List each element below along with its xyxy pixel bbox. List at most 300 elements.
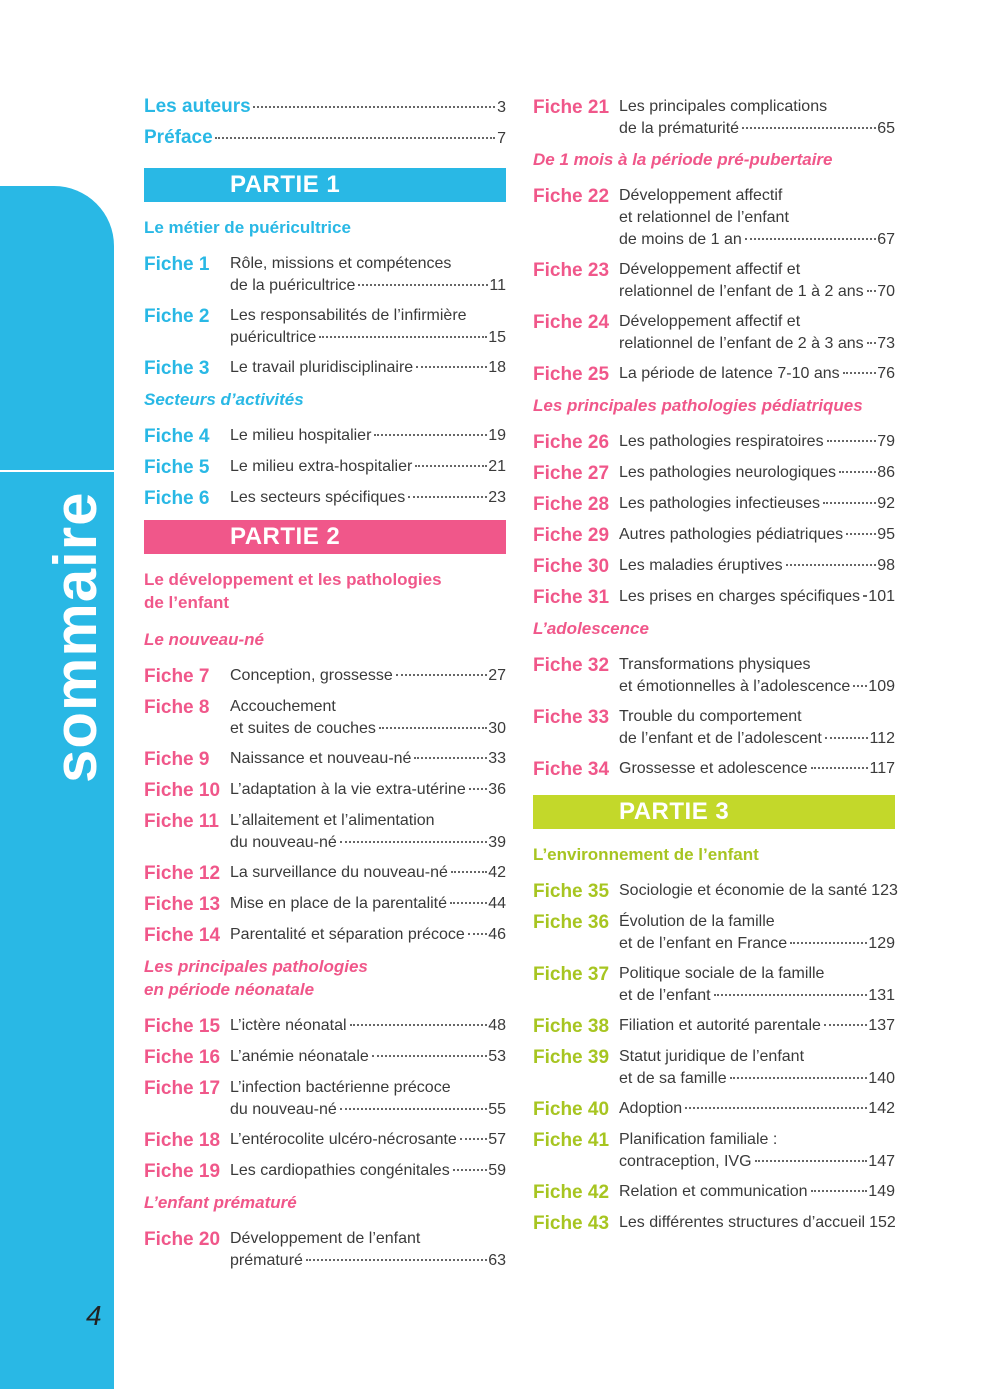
dot-leader (416, 366, 487, 368)
fiche-label: Fiche 26 (533, 432, 610, 453)
fiche-title-text: Relation et communication (619, 1183, 808, 1200)
toc-entry-fiche-38[interactable] (533, 1015, 895, 1038)
fiche-title-text: de l’enfant et de l’adolescent (619, 730, 822, 747)
dot-leader (408, 496, 487, 498)
page-ref: 53 (488, 1048, 506, 1065)
toc-entry-fiche-41[interactable] (533, 1129, 895, 1173)
toc-entry-fiche-20[interactable] (144, 1228, 506, 1272)
fiche-title (619, 963, 895, 1007)
fiche-title-text: Les cardiopathies congénitales (230, 1162, 450, 1179)
part-1-banner: PARTIE 1 (144, 168, 506, 202)
toc-entry-fiche-16[interactable] (144, 1046, 506, 1069)
page-ref: 149 (868, 1183, 895, 1200)
fiche-title-last-line (230, 425, 506, 447)
fiche-label: Fiche 2 (144, 306, 210, 327)
fiche-label: Fiche 37 (533, 964, 610, 985)
toc-entry-fiche-27[interactable] (533, 462, 895, 485)
section-metier: Le métier de puéricultrice (144, 218, 351, 237)
fiche-title-text: et suites de couches (230, 720, 376, 737)
dot-leader (415, 465, 487, 467)
toc-entry-fiche-34[interactable] (533, 758, 895, 781)
fiche-title (230, 696, 506, 740)
dot-leader (730, 1077, 868, 1079)
page-ref: 46 (488, 926, 506, 943)
fiche-title-last-line (230, 275, 506, 297)
fiche-label: Fiche 14 (144, 925, 221, 946)
fiche-title-last-line (230, 832, 506, 854)
fiche-title-last-line (230, 779, 506, 801)
dot-leader (453, 1169, 488, 1171)
fiche-title-text: Les maladies éruptives (619, 557, 783, 574)
toc-entry-fiche-3[interactable] (144, 357, 506, 380)
fiche-title (619, 586, 895, 608)
toc-entry-fiche-36[interactable] (533, 911, 895, 955)
right-column (533, 96, 898, 1243)
fiche-title-text: Le milieu hospitalier (230, 427, 372, 444)
toc-entry-fiche-10[interactable] (144, 779, 506, 802)
dot-leader (786, 564, 877, 566)
toc-entry-fiche-26[interactable] (533, 431, 895, 454)
toc-authors[interactable] (144, 96, 506, 127)
fiche-title (230, 1015, 506, 1037)
page-ref: 129 (868, 935, 895, 952)
dot-leader (306, 1259, 487, 1261)
section-un-mois-pre-pubertaire: De 1 mois à la période pré-pubertaire (533, 150, 833, 169)
page-ref: 11 (489, 277, 506, 294)
page-ref: 131 (868, 987, 895, 1004)
fiche-title (230, 357, 506, 379)
page-ref: 3 (497, 99, 506, 116)
toc-entry-fiche-24[interactable] (533, 311, 895, 355)
fiche-title-text: Les prises en charges spécifiques (619, 588, 861, 605)
fiche-title (230, 748, 506, 770)
dot-leader (843, 372, 877, 374)
fiche-title-last-line (230, 1015, 506, 1037)
fiche-title-line: Trouble du comportement (619, 708, 802, 725)
page-ref: 7 (497, 130, 506, 147)
fiche-label: Fiche 8 (144, 697, 210, 718)
fiche-title-line: Développement affectif et (619, 313, 801, 330)
toc-entry-fiche-32[interactable] (533, 654, 895, 698)
dot-leader (253, 106, 495, 108)
dot-leader (824, 1024, 867, 1026)
fiche-title (230, 810, 506, 854)
dot-leader (468, 933, 487, 935)
fiche-title-last-line (230, 1250, 506, 1272)
fiche-title-text: L’entérocolite ulcéro-nécrosante (230, 1131, 457, 1148)
toc-entry-fiche-40[interactable] (533, 1098, 895, 1121)
page-ref: 76 (877, 365, 895, 382)
page-ref: 95 (877, 526, 895, 543)
fiche-title-last-line (619, 118, 895, 140)
fiche-title-text: relationnel de l’enfant de 2 à 3 ans (619, 335, 864, 352)
page-ref: 147 (868, 1153, 895, 1170)
fiche-label: Fiche 10 (144, 780, 221, 801)
fiche-title-text: contraception, IVG (619, 1153, 752, 1170)
fiche-title (230, 253, 506, 297)
dot-leader (372, 1055, 487, 1057)
fiche-title-line: Transformations physiques (619, 656, 811, 673)
fiche-title (230, 1129, 506, 1151)
toc-entry-fiche-12[interactable] (144, 862, 506, 885)
page-ref: 65 (877, 120, 895, 137)
fiche-title (230, 425, 506, 447)
page-ref: 15 (488, 329, 506, 346)
fiche-title-last-line (619, 333, 895, 355)
dot-leader (823, 502, 876, 504)
fiche-title (619, 911, 895, 955)
fiche-title-last-line (230, 1099, 506, 1121)
dot-leader (790, 942, 867, 944)
fiche-label: Fiche 5 (144, 457, 210, 478)
page-ref: 123 (871, 882, 898, 899)
section-nouveau-ne: Le nouveau-né (144, 630, 264, 649)
toc-entry-fiche-5[interactable] (144, 456, 506, 479)
fiche-title-text: Le travail pluridisciplinaire (230, 359, 414, 376)
page-ref: 137 (868, 1017, 895, 1034)
page-ref: 33 (488, 750, 506, 767)
section-adolescence: L’adolescence (533, 619, 649, 638)
dot-leader (358, 284, 488, 286)
dot-leader (319, 336, 487, 338)
fiche-label: Fiche 41 (533, 1130, 610, 1151)
fiche-label: Fiche 7 (144, 666, 210, 687)
fiche-title-last-line (619, 676, 895, 698)
toc-entry-fiche-7[interactable] (144, 665, 506, 688)
fiche-title-text: L’ictère néonatal (230, 1017, 347, 1034)
dot-leader (863, 595, 867, 597)
page-ref: 42 (488, 864, 506, 881)
sidebar-title: sommaire (42, 491, 109, 783)
dot-leader (460, 1138, 487, 1140)
fiche-title (230, 487, 506, 509)
fiche-title-text: Les pathologies neurologiques (619, 464, 837, 481)
dot-leader (414, 757, 487, 759)
page-ref: 92 (877, 495, 895, 512)
fiche-title-line: Les responsabilités de l’infirmière (230, 307, 467, 324)
toc-entry-fiche-15[interactable] (144, 1015, 506, 1038)
toc-entry-fiche-6[interactable] (144, 487, 506, 510)
page-ref: 67 (877, 231, 895, 248)
page-ref: 18 (488, 359, 506, 376)
fiche-title (230, 893, 506, 915)
toc-entry-fiche-21[interactable] (533, 96, 895, 140)
fiche-title-line: Les principales complications (619, 98, 828, 115)
section-pathologies-pediatriques: Les principales pathologies pédiatriques (533, 396, 863, 415)
sidebar-divider (0, 470, 114, 472)
toc-entry-fiche-4[interactable] (144, 425, 506, 448)
fiche-label: Fiche 42 (533, 1182, 610, 1203)
dot-leader (742, 127, 876, 129)
section-environnement: L’environnement de l’enfant (533, 845, 759, 864)
fiche-title-text: Conception, grossesse (230, 667, 393, 684)
page-ref: 23 (488, 489, 506, 506)
toc-entry-fiche-35[interactable] (533, 880, 898, 903)
fiche-title-text: puéricultrice (230, 329, 317, 346)
dot-leader (839, 471, 876, 473)
fiche-title-last-line (230, 718, 506, 740)
fiche-title (619, 1181, 895, 1203)
toc-entry-fiche-18[interactable] (144, 1129, 506, 1152)
fiche-label: Fiche 43 (533, 1213, 610, 1234)
page-ref: 142 (868, 1100, 895, 1117)
fiche-title-line: Politique sociale de la famille (619, 965, 825, 982)
fiche-title-last-line (230, 357, 506, 379)
toc-entry-fiche-2[interactable] (144, 305, 506, 349)
toc-entry-fiche-1[interactable] (144, 253, 506, 297)
fiche-title-last-line (230, 893, 506, 915)
fiche-title-line: Évolution de la famille (619, 913, 775, 930)
fiche-title (230, 924, 506, 946)
fiche-title-last-line (230, 1160, 506, 1182)
dot-leader (745, 238, 876, 240)
page-ref: 101 (868, 588, 895, 605)
fiche-title-last-line (619, 281, 895, 303)
dot-leader (714, 994, 868, 996)
fiche-title (619, 880, 898, 902)
section-pathologies-neonatales-line1: Les principales pathologies (144, 957, 368, 976)
page-ref: 21 (488, 458, 506, 475)
fiche-label: Fiche 23 (533, 260, 610, 281)
part-3-banner: PARTIE 3 (533, 795, 895, 829)
fiche-title-last-line (230, 665, 506, 687)
dot-leader (215, 137, 495, 139)
toc-entry-fiche-33[interactable] (533, 706, 895, 750)
page-ref: 19 (488, 427, 506, 444)
fiche-title (619, 758, 895, 780)
page-ref: 109 (868, 678, 895, 695)
dot-leader (685, 1107, 867, 1109)
fiche-title-last-line (230, 1129, 506, 1151)
fiche-title (230, 1077, 506, 1121)
fiche-label: Fiche 9 (144, 749, 210, 770)
fiche-title-last-line (619, 493, 895, 515)
fiche-title-text: et de sa famille (619, 1070, 727, 1087)
toc-entry-fiche-29[interactable] (533, 524, 895, 547)
fiche-label: Fiche 31 (533, 587, 610, 608)
fiche-label: Fiche 35 (533, 881, 610, 902)
section-developpement-line1: Le développement et les pathologies (144, 570, 442, 589)
toc-entry-fiche-14[interactable] (144, 924, 506, 947)
fiche-title-text: Mise en place de la parentalité (230, 895, 448, 912)
page-number: 4 (86, 1300, 102, 1331)
section-pathologies-neonatales-line2: en période néonatale (144, 980, 315, 999)
toc-entry-fiche-9[interactable] (144, 748, 506, 771)
page-ref: 30 (488, 720, 506, 737)
fiche-title-text: de la prématurité (619, 120, 740, 137)
fiche-label: Fiche 12 (144, 863, 221, 884)
fiche-title-last-line (619, 462, 895, 484)
fiche-title-last-line (619, 1098, 895, 1120)
page-ref: 57 (488, 1131, 506, 1148)
fiche-label: Fiche 34 (533, 759, 610, 780)
fiche-label: Fiche 3 (144, 358, 210, 379)
dot-leader (340, 1108, 487, 1110)
page-ref: 117 (869, 760, 895, 777)
fiche-title-last-line (230, 487, 506, 509)
fiche-title (619, 524, 895, 546)
section-enfant-premature: L’enfant prématuré (144, 1193, 297, 1212)
fiche-title (619, 431, 895, 453)
toc-entry-fiche-23[interactable] (533, 259, 895, 303)
fiche-title-text: prématuré (230, 1252, 303, 1269)
toc-entry-fiche-37[interactable] (533, 963, 895, 1007)
page-ref: 63 (488, 1252, 506, 1269)
fiche-title-line: Rôle, missions et compétences (230, 255, 452, 272)
page-ref: 59 (488, 1162, 506, 1179)
fiche-label: Fiche 22 (533, 186, 610, 207)
toc-entry-fiche-43[interactable] (533, 1212, 895, 1235)
fiche-title-text: Autres pathologies pédiatriques (619, 526, 844, 543)
fiche-title (230, 665, 506, 687)
fiche-title-text: Le milieu extra-hospitalier (230, 458, 413, 475)
fiche-title (230, 779, 506, 801)
fiche-title-line: Accouchement (230, 698, 336, 715)
dot-leader (396, 674, 487, 676)
section-pathologies-neonatales (144, 955, 506, 1001)
fiche-label: Fiche 36 (533, 912, 610, 933)
dot-leader (374, 434, 487, 436)
fiche-title (619, 462, 895, 484)
page-ref: 27 (488, 667, 506, 684)
section-secteurs: Secteurs d’activités (144, 390, 304, 409)
fiche-title (619, 493, 895, 515)
fiche-label: Fiche 30 (533, 556, 610, 577)
fiche-title-last-line (619, 1181, 895, 1203)
toc-entry-fiche-13[interactable] (144, 893, 506, 916)
fiche-title-text: Naissance et nouveau-né (230, 750, 412, 767)
fiche-title-last-line (619, 555, 895, 577)
fiche-title-text: Les pathologies respiratoires (619, 433, 824, 450)
fiche-label: Fiche 6 (144, 488, 210, 509)
fiche-title-line: Développement affectif (619, 187, 783, 204)
toc-entry-fiche-8[interactable] (144, 696, 506, 740)
fiche-label: Fiche 1 (144, 254, 210, 275)
toc-entry-fiche-17[interactable] (144, 1077, 506, 1121)
fiche-title-last-line (619, 586, 895, 608)
fiche-title (619, 654, 895, 698)
fiche-title (619, 311, 895, 355)
page-ref: 152 (869, 1214, 896, 1231)
fiche-title-last-line (230, 924, 506, 946)
fiche-label: Fiche 13 (144, 894, 221, 915)
fiche-label: Fiche 11 (144, 811, 219, 832)
fiche-label: Fiche 32 (533, 655, 610, 676)
fiche-label: Fiche 17 (144, 1078, 221, 1099)
fiche-label: Fiche 18 (144, 1130, 221, 1151)
fiche-title-text: et émotionnelles à l’adolescence (619, 678, 851, 695)
fiche-title-last-line (230, 327, 506, 349)
dot-leader (867, 290, 877, 292)
fiche-title-last-line (230, 862, 506, 884)
fiche-label: Fiche 4 (144, 426, 210, 447)
fiche-label: Fiche 19 (144, 1161, 221, 1182)
dot-leader (469, 788, 487, 790)
dot-leader (811, 1190, 868, 1192)
page-ref: 55 (488, 1101, 506, 1118)
page-ref: 86 (877, 464, 895, 481)
fiche-label: Fiche 40 (533, 1099, 610, 1120)
fiche-label: Fiche 16 (144, 1047, 221, 1068)
dot-leader (379, 727, 487, 729)
page-ref: 140 (868, 1070, 895, 1087)
dot-leader (340, 841, 487, 843)
toc-entry-fiche-30[interactable] (533, 555, 895, 578)
page-ref: 98 (877, 557, 895, 574)
fiche-title-text: Les différentes structures d’accueil (619, 1214, 866, 1231)
fiche-title-last-line (230, 456, 506, 478)
fiche-title-last-line (230, 748, 506, 770)
fiche-label: Fiche 39 (533, 1047, 610, 1068)
fiche-title-text: de moins de 1 an (619, 231, 742, 248)
section-developpement (144, 568, 506, 614)
fiche-label: Fiche 25 (533, 364, 610, 385)
fiche-title-text: L’adaptation à la vie extra-utérine (230, 781, 466, 798)
dot-leader (811, 767, 869, 769)
dot-leader (846, 533, 876, 535)
fiche-title-text: et de l’enfant en France (619, 935, 788, 952)
fiche-label: Fiche 15 (144, 1016, 221, 1037)
fiche-title-text: du nouveau-né (230, 1101, 337, 1118)
fiche-title-line: Planification familiale : (619, 1131, 778, 1148)
toc-entry-fiche-28[interactable] (533, 493, 895, 516)
page-ref: 44 (488, 895, 506, 912)
fiche-label: Fiche 21 (533, 97, 610, 118)
left-column (144, 96, 506, 1280)
page-ref: 79 (877, 433, 895, 450)
fiche-title-last-line (619, 1212, 896, 1234)
fiche-title-line: et relationnel de l’enfant (619, 209, 789, 226)
fiche-label: Fiche 38 (533, 1016, 610, 1037)
fiche-title-last-line (619, 524, 895, 546)
part-2-banner: PARTIE 2 (144, 520, 506, 554)
fiche-title (230, 862, 506, 884)
toc-entry-fiche-42[interactable] (533, 1181, 895, 1204)
fiche-title-last-line (619, 880, 898, 902)
fiche-title (619, 363, 895, 385)
fiche-title-line: Statut juridique de l’enfant (619, 1048, 805, 1065)
fiche-title (230, 1228, 506, 1272)
fiche-title (619, 555, 895, 577)
toc-preface[interactable] (144, 127, 506, 158)
fiche-title-text: de la puéricultrice (230, 277, 356, 294)
fiche-title-text: Grossesse et adolescence (619, 760, 808, 777)
toc-entry-fiche-22[interactable] (533, 185, 895, 251)
fiche-label: Fiche 20 (144, 1229, 221, 1250)
fiche-title-last-line (619, 229, 895, 251)
fiche-title-text: et de l’enfant (619, 987, 711, 1004)
toc-entry-fiche-31[interactable] (533, 586, 895, 609)
fiche-title-line: Développement affectif et (619, 261, 801, 278)
fiche-title (619, 185, 895, 251)
toc-entry-fiche-25[interactable] (533, 363, 895, 386)
fiche-title-text: Parentalité et séparation précoce (230, 926, 465, 943)
fiche-label: Fiche 33 (533, 707, 610, 728)
fiche-title-last-line (230, 1046, 506, 1068)
fiche-title-last-line (619, 758, 895, 780)
sidebar-tab (0, 186, 114, 1389)
fiche-title-text: relationnel de l’enfant de 1 à 2 ans (619, 283, 864, 300)
fiche-label: Fiche 27 (533, 463, 610, 484)
toc-entry-fiche-11[interactable] (144, 810, 506, 854)
fiche-title (619, 1098, 895, 1120)
dot-leader (755, 1160, 868, 1162)
fiche-title-last-line (619, 431, 895, 453)
page-ref: 112 (869, 730, 895, 747)
toc-entry-fiche-19[interactable] (144, 1160, 506, 1183)
toc-entry-fiche-39[interactable] (533, 1046, 895, 1090)
page-ref: 73 (877, 335, 895, 352)
